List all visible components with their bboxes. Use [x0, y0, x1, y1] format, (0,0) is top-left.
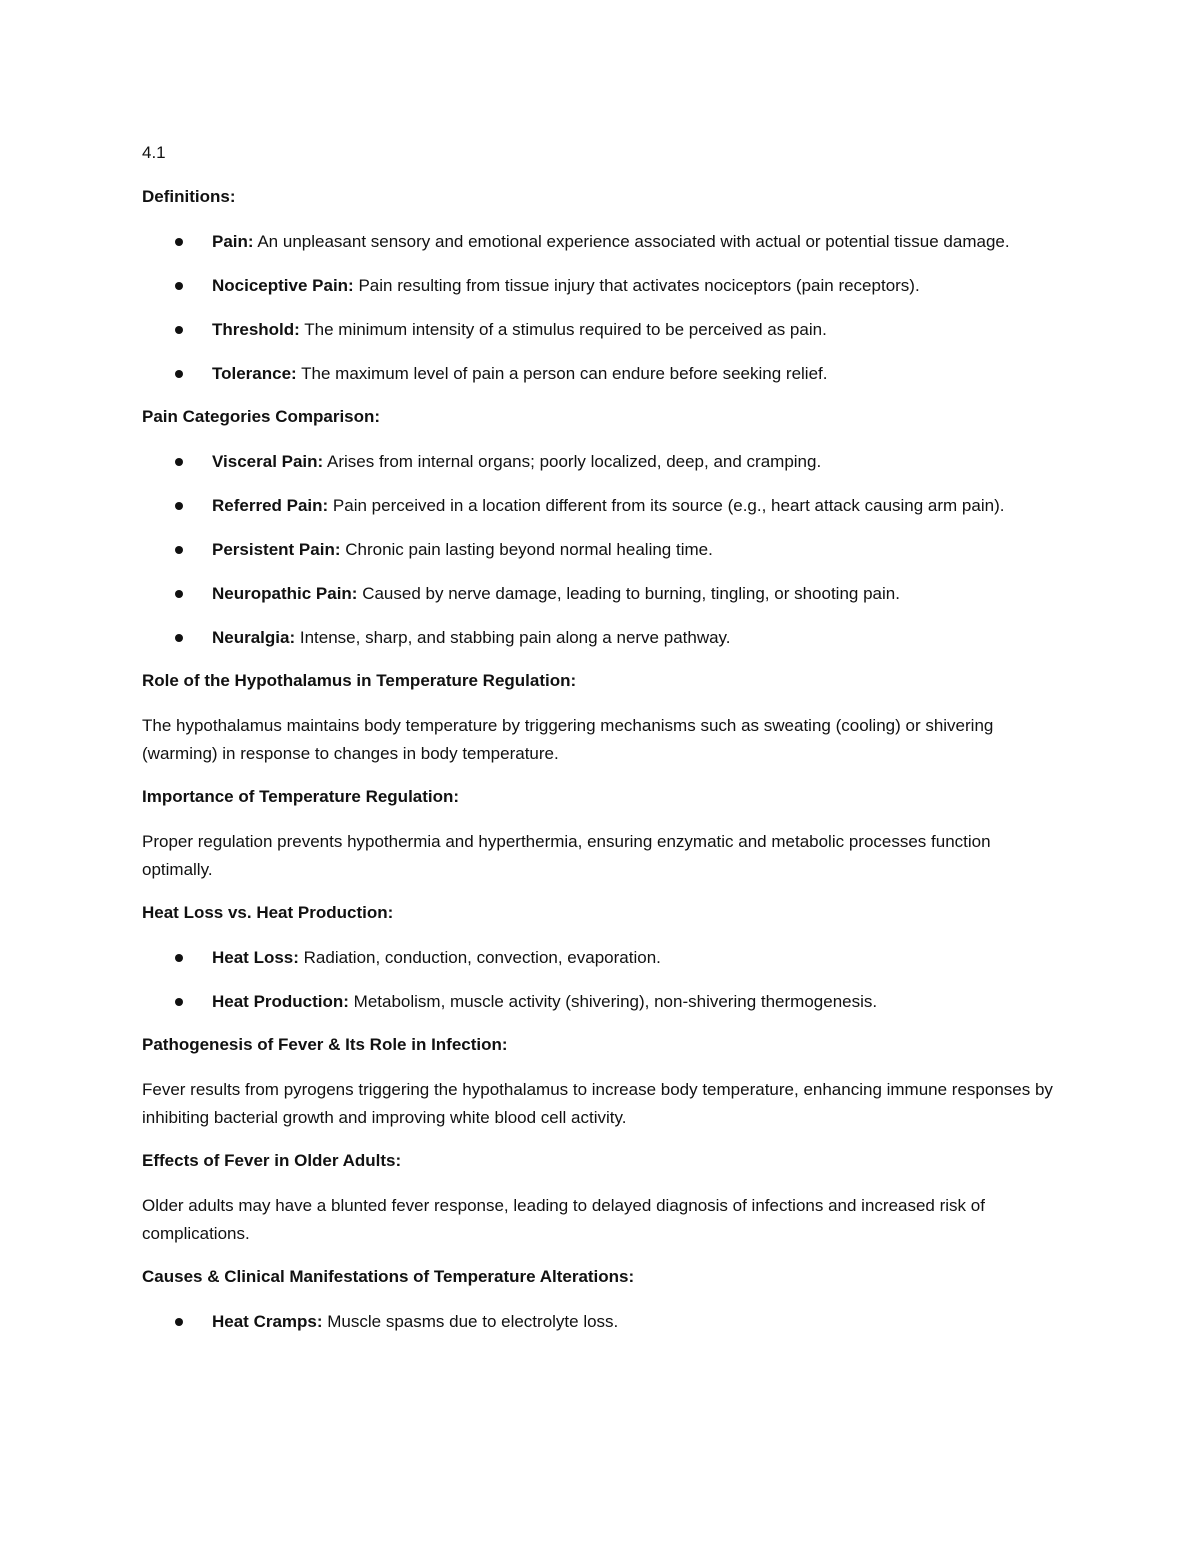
- definitions-list: [142, 228, 1062, 388]
- bullet-icon: [175, 1318, 183, 1326]
- list-item: [142, 492, 1062, 520]
- list-item-text: Chronic pain lasting beyond normal healing time.: [340, 540, 713, 559]
- list-item-text: Pain perceived in a location different from its source (e.g., heart attack causing arm pain).: [328, 496, 1005, 515]
- list-item: [142, 316, 1062, 344]
- section-heading-pain-categories: Pain Categories Comparison:: [142, 407, 381, 426]
- list-item: [142, 988, 1062, 1016]
- bullet-icon: [175, 370, 183, 378]
- section-heading-importance: Importance of Temperature Regulation:: [142, 787, 460, 806]
- document-page: [142, 140, 1062, 1352]
- section-heading-definitions: Definitions:: [142, 187, 236, 206]
- pain-categories-list: [142, 448, 1062, 652]
- list-item-text: The maximum level of pain a person can endure before seeking relief.: [296, 364, 828, 383]
- list-item-text: The minimum intensity of a stimulus required to be perceived as pain.: [299, 320, 827, 339]
- list-item: [142, 1308, 1062, 1336]
- bullet-icon: [175, 998, 183, 1006]
- bullet-icon: [175, 590, 183, 598]
- list-item-text: Radiation, conduction, convection, evaporation.: [298, 948, 661, 967]
- list-item: [142, 624, 1062, 652]
- list-item-term: Persistent Pain:: [212, 540, 341, 559]
- list-item-term: Referred Pain:: [212, 496, 329, 515]
- section-paragraph-fever-pathogenesis: Fever results from pyrogens triggering the hypothalamus to increase body temperature, enhancing immune responses by inhibiting bacterial growth and improving white blood cell activity.: [142, 1080, 1053, 1127]
- section-heading-hypothalamus: Role of the Hypothalamus in Temperature Regulation:: [142, 671, 577, 690]
- list-item-term: Pain:: [212, 232, 254, 251]
- bullet-icon: [175, 634, 183, 642]
- section-heading-heat-balance: Heat Loss vs. Heat Production:: [142, 903, 394, 922]
- list-item-text: Metabolism, muscle activity (shivering), non-shivering thermogenesis.: [348, 992, 878, 1011]
- temperature-alterations-list: [142, 1308, 1062, 1336]
- bullet-icon: [175, 238, 183, 246]
- list-item-text: Arises from internal organs; poorly localized, deep, and cramping.: [323, 452, 822, 471]
- list-item: [142, 536, 1062, 564]
- section-paragraph-importance: Proper regulation prevents hypothermia and hyperthermia, ensuring enzymatic and metabolic processes function optimally.: [142, 832, 991, 879]
- section-heading-temperature-alterations: Causes & Clinical Manifestations of Temperature Alterations:: [142, 1267, 635, 1286]
- section-paragraph-fever-older-adults: Older adults may have a blunted fever response, leading to delayed diagnosis of infections and increased risk of complications.: [142, 1196, 985, 1243]
- list-item-term: Nociceptive Pain:: [212, 276, 354, 295]
- bullet-icon: [175, 326, 183, 334]
- list-item: [142, 580, 1062, 608]
- bullet-icon: [175, 954, 183, 962]
- bullet-icon: [175, 282, 183, 290]
- section-paragraph-hypothalamus: The hypothalamus maintains body temperature by triggering mechanisms such as sweating (cooling) or shivering (warming) in response to changes in body temperature.: [142, 716, 994, 763]
- list-item-text: Caused by nerve damage, leading to burning, tingling, or shooting pain.: [357, 584, 900, 603]
- list-item-term: Threshold:: [212, 320, 300, 339]
- list-item-term: Heat Loss:: [212, 948, 299, 967]
- list-item: [142, 944, 1062, 972]
- document-number: 4.1: [142, 143, 166, 162]
- bullet-icon: [175, 546, 183, 554]
- bullet-icon: [175, 502, 183, 510]
- bullet-icon: [175, 458, 183, 466]
- list-item-term: Neuralgia:: [212, 628, 296, 647]
- section-heading-fever-pathogenesis: Pathogenesis of Fever & Its Role in Infection:: [142, 1035, 508, 1054]
- list-item-term: Tolerance:: [212, 364, 297, 383]
- heat-balance-list: [142, 944, 1062, 1016]
- list-item-text: An unpleasant sensory and emotional experience associated with actual or potential tissue damage.: [253, 232, 1010, 251]
- list-item: [142, 272, 1062, 300]
- list-item-text: Intense, sharp, and stabbing pain along a nerve pathway.: [295, 628, 731, 647]
- list-item: [142, 360, 1062, 388]
- list-item: [142, 228, 1062, 256]
- list-item-term: Visceral Pain:: [212, 452, 324, 471]
- list-item: [142, 448, 1062, 476]
- list-item-text: Pain resulting from tissue injury that activates nociceptors (pain receptors).: [353, 276, 920, 295]
- list-item-term: Neuropathic Pain:: [212, 584, 358, 603]
- section-heading-fever-older-adults: Effects of Fever in Older Adults:: [142, 1151, 402, 1170]
- list-item-text: Muscle spasms due to electrolyte loss.: [322, 1312, 619, 1331]
- list-item-term: Heat Production:: [212, 992, 349, 1011]
- list-item-term: Heat Cramps:: [212, 1312, 323, 1331]
